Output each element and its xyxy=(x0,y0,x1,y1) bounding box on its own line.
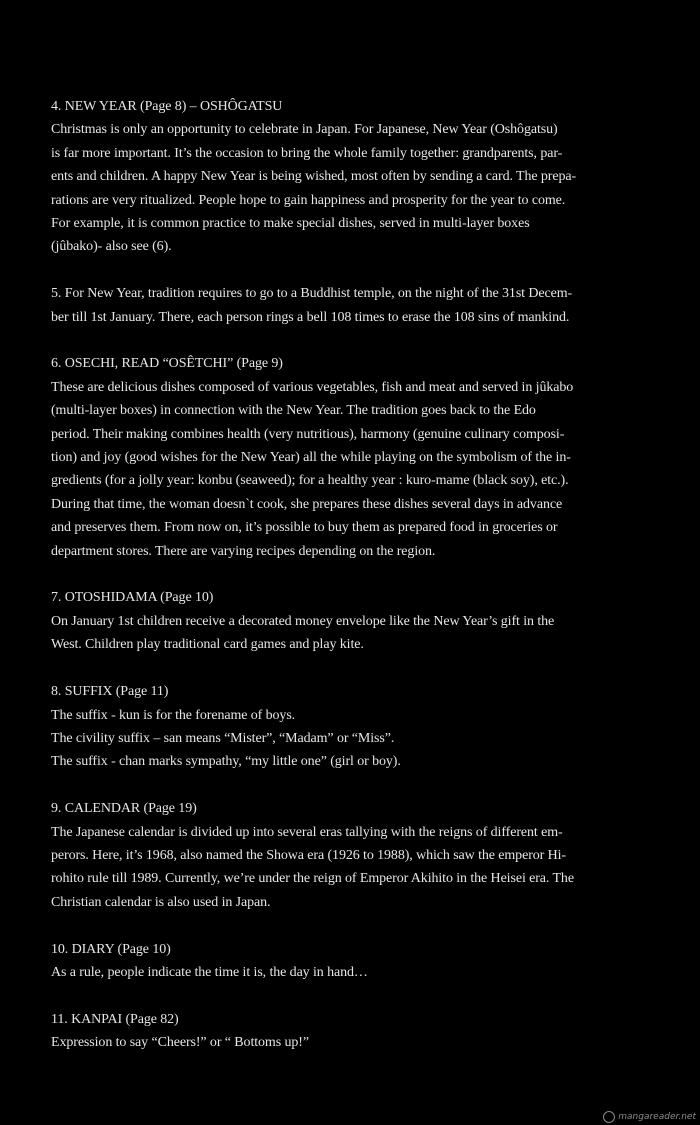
note-text-line: The suffix - kun is for the forename of boys. xyxy=(51,707,296,723)
note-block xyxy=(51,352,661,563)
note-text-line: (jûbako)- also see (6). xyxy=(51,239,172,255)
note-text-line: During that time, the woman doesn`t cook, she prepares these dishes several days in advance xyxy=(51,496,563,512)
note-text-line: rohito rule till 1989. Currently, we’re under the reign of Emperor Akihito in the Heisei era. The xyxy=(51,871,574,887)
paragraph-gap xyxy=(51,984,661,1007)
note-block xyxy=(51,95,661,259)
translation-notes-page xyxy=(51,95,661,1055)
note-heading-line: 11. KANPAI (Page 82) xyxy=(51,1011,179,1027)
note-text-line: The Japanese calendar is divided up into several eras tallying with the reigns of different em- xyxy=(51,824,563,840)
note-text-line: The suffix - chan marks sympathy, “my little one” (girl or boy). xyxy=(51,754,401,770)
note-text-line: is far more important. It’s the occasion to bring the whole family together: grandparents, par- xyxy=(51,145,563,161)
note-block xyxy=(51,586,661,656)
note-text-line: ents and children. A happy New Year is being wished, most often by sending a card. The prepa- xyxy=(51,169,577,185)
note-block xyxy=(51,797,661,914)
note-heading-line: 9. CALENDAR (Page 19) xyxy=(51,801,197,817)
note-text-line: period. Their making combines health (very nutritious), harmony (genuine culinary composi- xyxy=(51,426,565,442)
watermark-logo-icon xyxy=(603,1111,615,1123)
note-text-line: For example, it is common practice to make special dishes, served in multi-layer boxes xyxy=(51,216,530,232)
paragraph-gap xyxy=(51,563,661,586)
paragraph-gap xyxy=(51,657,661,680)
watermark-text: mangareader.net xyxy=(618,1112,696,1122)
paragraph-gap xyxy=(51,259,661,282)
note-text-line: These are delicious dishes composed of various vegetables, fish and meat and served in jûkabo xyxy=(51,379,574,395)
paragraph-gap xyxy=(51,774,661,797)
note-block xyxy=(51,680,661,774)
note-block xyxy=(51,282,661,329)
note-text-line: gredients (for a jolly year: konbu (seaweed); for a healthy year : kuro-mame (black soy), etc.). xyxy=(51,473,569,489)
note-heading-line: 6. OSECHI, READ “OSÊTCHI” (Page 9) xyxy=(51,356,283,372)
note-text-line: The civility suffix – san means “Mister”, “Madam” or “Miss”. xyxy=(51,730,395,746)
note-text-line: (multi-layer boxes) in connection with the New Year. The tradition goes back to the Edo xyxy=(51,403,536,419)
site-watermark xyxy=(603,1111,696,1123)
note-text-line: Christian calendar is also used in Japan. xyxy=(51,894,271,910)
note-text-line: department stores. There are varying recipes depending on the region. xyxy=(51,543,436,559)
note-text-line: and preserves them. From now on, it’s possible to buy them as prepared food in groceries or xyxy=(51,520,558,536)
note-heading-line: 5. For New Year, tradition requires to go to a Buddhist temple, on the night of the 31st Decem- xyxy=(51,286,573,302)
note-text-line: West. Children play traditional card games and play kite. xyxy=(51,637,364,653)
note-text-line: perors. Here, it’s 1968, also named the Showa era (1926 to 1988), which saw the emperor Hi- xyxy=(51,847,566,863)
note-heading-line: 10. DIARY (Page 10) xyxy=(51,941,171,957)
paragraph-gap xyxy=(51,914,661,937)
note-text-line: Expression to say “Cheers!” or “ Bottoms up!” xyxy=(51,1035,309,1051)
note-text-line: tion) and joy (good wishes for the New Year) all the while playing on the symbolism of the in- xyxy=(51,450,571,466)
note-heading-line: 7. OTOSHIDAMA (Page 10) xyxy=(51,590,214,606)
note-text-line: ber till 1st January. There, each person rings a bell 108 times to erase the 108 sins of mankind. xyxy=(51,309,570,325)
note-heading-line: 4. NEW YEAR (Page 8) – OSHÔGATSU xyxy=(51,99,283,114)
note-block xyxy=(51,1008,661,1055)
note-block xyxy=(51,938,661,985)
note-text-line: On January 1st children receive a decorated money envelope like the New Year’s gift in the xyxy=(51,613,555,629)
note-text-line: As a rule, people indicate the time it is, the day in hand… xyxy=(51,964,368,980)
note-text-line: rations are very ritualized. People hope to gain happiness and prosperity for the year to come. xyxy=(51,192,566,208)
paragraph-gap xyxy=(51,329,661,352)
note-heading-line: 8. SUFFIX (Page 11) xyxy=(51,684,169,700)
note-text-line: Christmas is only an opportunity to celebrate in Japan. For Japanese, New Year (Oshôgatsu) xyxy=(51,122,558,138)
